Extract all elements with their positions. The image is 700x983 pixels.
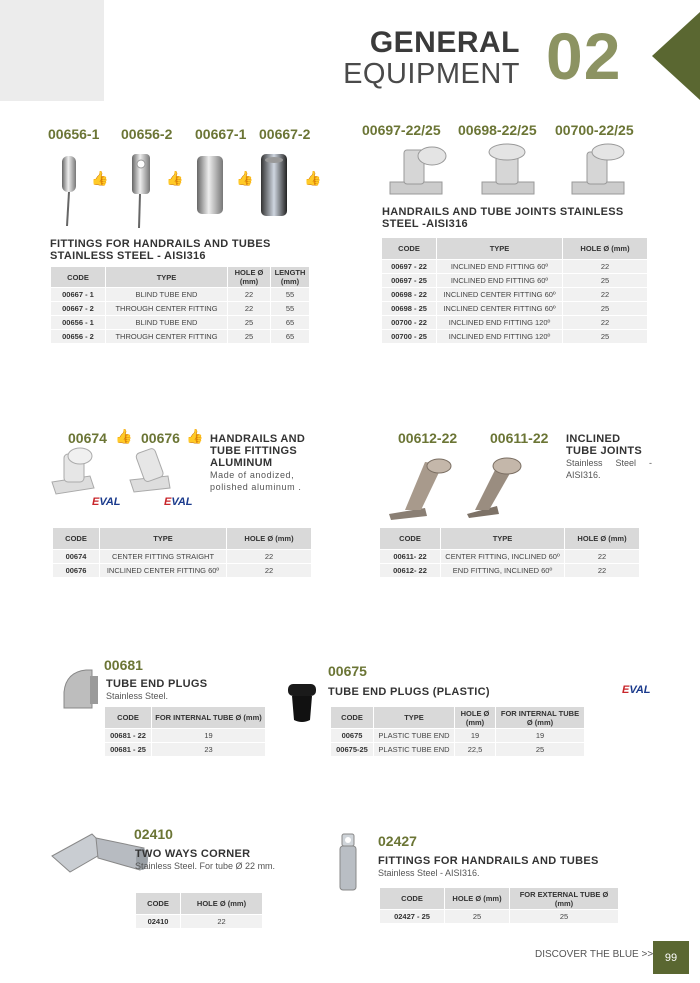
spec-table: [135, 892, 263, 929]
product-images-inclined: [385, 448, 535, 520]
col-header: HOLE Ø (mm): [565, 528, 639, 549]
product-code: 00675: [328, 663, 367, 679]
table-row: 00681 - 25 23: [105, 743, 265, 756]
blind-tube-end-image: [62, 156, 76, 192]
product-images-fittings: [60, 152, 330, 232]
col-header: FOR INTERNAL TUBE Ø (mm): [152, 707, 265, 728]
thumbs-up-icon: 👍: [186, 428, 204, 444]
product-images-aluminum: [50, 446, 200, 502]
spec-table: [330, 706, 585, 757]
spec-table: [52, 527, 312, 578]
thumbs-up-icon: 👍: [115, 428, 133, 444]
chapter-number: 02: [546, 19, 622, 93]
blind-end-large-image: [197, 156, 223, 214]
eval-logo: EVAL: [92, 496, 121, 508]
table-row: 00667 - 2 THROUGH CENTER FITTING 22 55: [51, 302, 309, 315]
col-header: CODE: [380, 528, 440, 549]
section-description: Stainless Steel.: [106, 691, 169, 701]
spec-table: [50, 266, 310, 344]
table-row: 00697 - 25 INCLINED END FITTING 60º 25: [382, 274, 647, 287]
col-header: FOR EXTERNAL TUBE Ø (mm): [510, 888, 618, 909]
col-header: TYPE: [374, 707, 454, 728]
section-title: INCLINED TUBE JOINTS: [566, 433, 643, 457]
col-header: CODE: [380, 888, 444, 909]
table-row: 00612- 22 END FITTING, INCLINED 60º 22: [380, 564, 639, 577]
product-code: 00611-22: [490, 430, 549, 446]
thumbs-up-icon: 👍: [304, 170, 322, 186]
header-grey-block: [0, 0, 104, 101]
product-images-joints: [382, 140, 642, 200]
table-row: 00611- 22 CENTER FITTING, INCLINED 60º 22: [380, 550, 639, 563]
col-header: TYPE: [441, 528, 564, 549]
thumbs-up-icon: 👍: [91, 170, 109, 186]
handrail-fitting-image: [334, 832, 364, 896]
section-title: HANDRAILS AND TUBE FITTINGS ALUMINUM: [210, 433, 306, 469]
spec-table: [379, 527, 640, 578]
table-row: 00676 INCLINED CENTER FITTING 60º 22: [53, 564, 311, 577]
product-code: 00697-22/25: [362, 122, 441, 138]
table-row: 00700 - 25 INCLINED END FITTING 120º 25: [382, 330, 647, 343]
section-title: TUBE END PLUGS: [106, 678, 208, 690]
col-header: LENGTH (mm): [271, 267, 309, 287]
plastic-plug-image: [286, 682, 322, 726]
product-code: 00681: [104, 657, 143, 673]
section-description: Stainless Steel - AISI316.: [566, 458, 652, 480]
table-row: 00674 CENTER FITTING STRAIGHT 22: [53, 550, 311, 563]
col-header: HOLE Ø (mm): [228, 267, 270, 287]
col-header: HOLE Ø (mm): [227, 528, 311, 549]
product-code: 00676: [141, 430, 180, 446]
col-header: CODE: [331, 707, 373, 728]
table-row: 00656 - 2 THROUGH CENTER FITTING 25 65: [51, 330, 309, 343]
thumbs-up-icon: 👍: [236, 170, 254, 186]
table-row: 00667 - 1 BLIND TUBE END 22 55: [51, 288, 309, 301]
product-code: 00698-22/25: [458, 122, 537, 138]
page-title-line2: EQUIPMENT: [343, 58, 520, 90]
page-number: 99: [653, 941, 689, 974]
table-row: 02427 - 25 25 25: [380, 910, 618, 923]
col-header: CODE: [136, 893, 180, 914]
section-description: Made of anodized, polished aluminum .: [210, 470, 302, 492]
eval-logo: EVAL: [622, 684, 651, 696]
section-title: FITTINGS FOR HANDRAILS AND TUBES STAINLESS STEEL - AISI316: [50, 238, 271, 262]
col-header: HOLE Ø (mm): [455, 707, 495, 728]
table-row: 00675 PLASTIC TUBE END 19 19: [331, 729, 584, 742]
product-code: 00700-22/25: [555, 122, 634, 138]
col-header: HOLE Ø (mm): [563, 238, 647, 259]
col-header: CODE: [53, 528, 99, 549]
table-row: 02410 22: [136, 915, 262, 928]
product-code: 00612-22: [398, 430, 458, 446]
section-description: Stainless Steel. For tube Ø 22 mm.: [135, 861, 276, 871]
col-header: HOLE Ø (mm): [181, 893, 262, 914]
product-code: 00656-2: [121, 126, 173, 142]
product-code: 00667-1: [195, 126, 247, 142]
section-title: TUBE END PLUGS (PLASTIC): [328, 686, 490, 698]
col-header: HOLE Ø (mm): [445, 888, 509, 909]
footer-link[interactable]: DISCOVER THE BLUE >>: [535, 949, 654, 960]
spec-table: [104, 706, 266, 757]
product-code: 02410: [134, 826, 173, 842]
col-header: TYPE: [100, 528, 226, 549]
product-code: 00674: [68, 430, 107, 446]
section-title: FITTINGS FOR HANDRAILS AND TUBES: [378, 855, 599, 867]
col-header: CODE: [105, 707, 151, 728]
section-title: HANDRAILS AND TUBE JOINTS STAINLESS STEEL -AISI316: [382, 206, 624, 230]
table-row: 00675-25 PLASTIC TUBE END 22,5 25: [331, 743, 584, 756]
thumbs-up-icon: 👍: [166, 170, 184, 186]
col-header: TYPE: [106, 267, 227, 287]
col-header: TYPE: [437, 238, 562, 259]
page-title-line1: GENERAL: [369, 26, 520, 59]
table-row: 00697 - 22 INCLINED END FITTING 60º 22: [382, 260, 647, 273]
col-header: CODE: [382, 238, 436, 259]
product-code: 02427: [378, 833, 417, 849]
chapter-tab-triangle: [652, 12, 700, 100]
product-code: 00656-1: [48, 126, 100, 142]
through-fitting-large-image: [261, 154, 287, 216]
spec-table: [379, 887, 619, 924]
spec-table: [381, 237, 648, 344]
product-code: 00667-2: [259, 126, 311, 142]
tube-end-plug-image: [60, 668, 100, 712]
section-description: Stainless Steel - AISI316.: [378, 868, 480, 878]
table-row: 00698 - 22 INCLINED CENTER FITTING 60º 22: [382, 288, 647, 301]
col-header: FOR INTERNAL TUBE Ø (mm): [496, 707, 584, 728]
col-header: CODE: [51, 267, 105, 287]
section-title: TWO WAYS CORNER: [135, 848, 251, 860]
eval-logo: EVAL: [164, 496, 193, 508]
table-row: 00656 - 1 BLIND TUBE END 25 65: [51, 316, 309, 329]
table-row: 00681 - 22 19: [105, 729, 265, 742]
table-row: 00698 - 25 INCLINED CENTER FITTING 60º 25: [382, 302, 647, 315]
table-row: 00700 - 22 INCLINED END FITTING 120º 22: [382, 316, 647, 329]
